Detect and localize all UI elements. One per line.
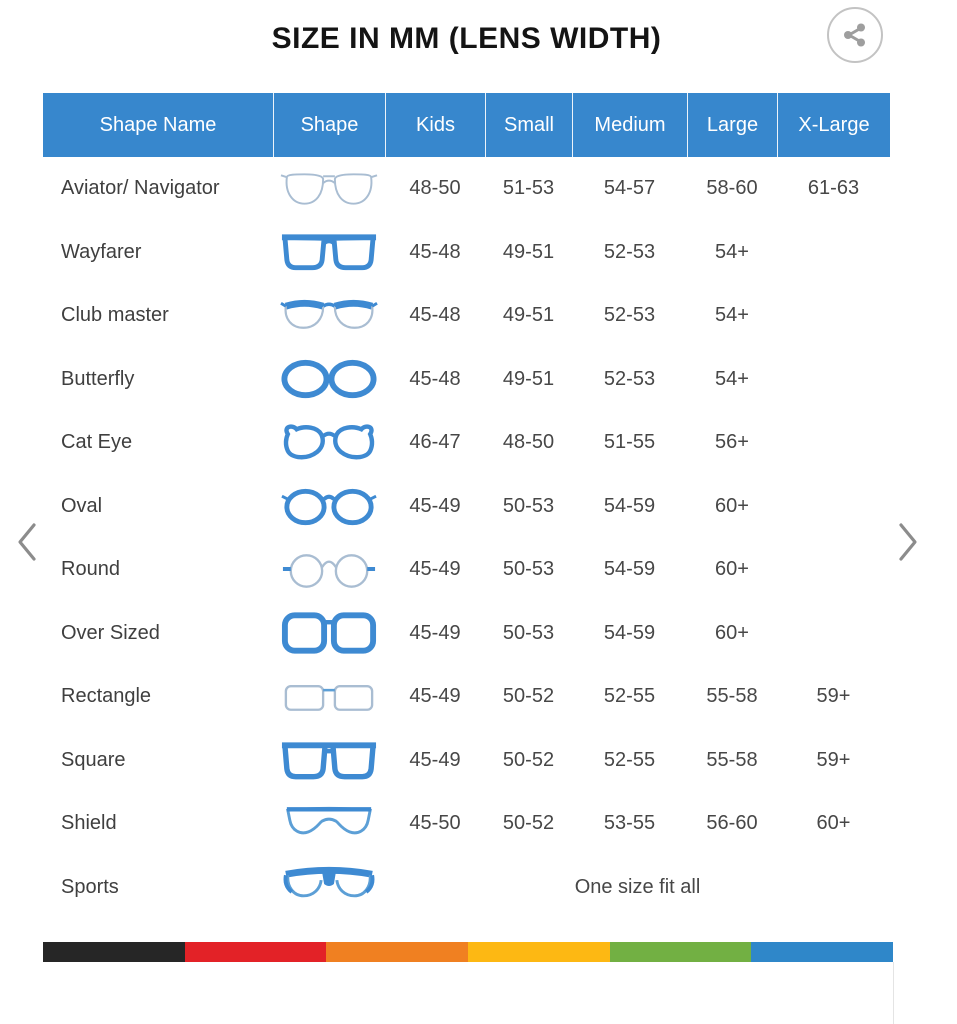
oval-glasses-icon	[273, 481, 385, 531]
size-value: 59+	[816, 748, 851, 771]
square-glasses-icon	[273, 735, 385, 785]
size-value: 45-49	[409, 685, 461, 708]
size-value: 54-59	[603, 494, 656, 517]
shape-name-label: Sports	[61, 875, 119, 898]
size-value: 51-55	[603, 431, 656, 454]
chevron-left-icon	[15, 521, 39, 563]
size-value: 60+	[715, 621, 749, 644]
shape-name-label: Aviator/ Navigator	[61, 177, 220, 200]
size-value: 45-49	[409, 748, 461, 771]
size-value: 45-50	[409, 812, 461, 835]
table-row	[43, 856, 890, 920]
column-header-medium: Medium	[572, 93, 687, 157]
size-value: 45-49	[409, 621, 461, 644]
carousel-prev-button[interactable]	[12, 519, 42, 565]
table-row	[43, 221, 890, 285]
size-value: 56-60	[706, 812, 758, 835]
size-value: 49-51	[502, 367, 555, 390]
column-header-large: Large	[687, 93, 777, 157]
clubmaster-glasses-icon	[273, 291, 385, 341]
column-header-small: Small	[485, 93, 572, 157]
carousel-next-button[interactable]	[893, 519, 923, 565]
size-value: 55-58	[706, 748, 758, 771]
size-value: 45-49	[409, 494, 461, 517]
size-value: 50-53	[502, 558, 555, 581]
size-value: 50-52	[502, 685, 555, 708]
column-header-shape: Shape	[273, 93, 385, 157]
size-value: 60+	[715, 494, 749, 517]
shape-name-label: Club master	[61, 304, 169, 327]
size-value: 52-53	[603, 304, 656, 327]
stripe-segment	[326, 942, 468, 962]
rectangle-glasses-icon	[273, 672, 385, 722]
table-row	[43, 665, 890, 729]
size-value: 45-49	[409, 558, 461, 581]
size-value: 61-63	[807, 177, 860, 200]
size-value: 58-60	[706, 177, 758, 200]
table-header-row	[43, 93, 890, 157]
stripe-segment	[610, 942, 752, 962]
stripe-segment	[43, 942, 185, 962]
size-value: 60+	[715, 558, 749, 581]
aviator-glasses-icon	[273, 164, 385, 214]
size-value: 52-53	[603, 367, 656, 390]
table-row	[43, 538, 890, 602]
size-value: 54+	[715, 367, 749, 390]
table-row	[43, 475, 890, 539]
size-value: 52-55	[603, 685, 656, 708]
column-header-kids: Kids	[385, 93, 485, 157]
page-title: SIZE IN MM (LENS WIDTH)	[271, 22, 662, 55]
size-value: 53-55	[603, 812, 656, 835]
size-value: 59+	[816, 685, 851, 708]
oversized-glasses-icon	[273, 608, 385, 658]
shape-name-label: Cat Eye	[61, 431, 133, 454]
color-stripe	[43, 942, 893, 962]
size-value: 50-52	[502, 812, 555, 835]
size-value: 49-51	[502, 304, 555, 327]
size-value: 55-58	[706, 685, 758, 708]
stripe-segment	[751, 942, 893, 962]
size-value: 45-48	[409, 240, 461, 263]
sports-glasses-icon	[273, 862, 385, 912]
wayfarer-glasses-icon	[273, 227, 385, 277]
size-value: 54+	[715, 304, 749, 327]
table-row	[43, 157, 890, 221]
size-value: 51-53	[502, 177, 555, 200]
table-row	[43, 729, 890, 793]
shape-name-label: Wayfarer	[61, 240, 142, 263]
size-value: 52-53	[603, 240, 656, 263]
column-header-shape-name: Shape Name	[99, 113, 217, 136]
size-value: 49-51	[502, 240, 555, 263]
size-value: 56+	[715, 431, 749, 454]
share-icon	[840, 20, 870, 50]
slide-edge-divider	[893, 962, 894, 1024]
size-value: 54+	[715, 240, 749, 263]
butterfly-glasses-icon	[273, 354, 385, 404]
table-row	[43, 411, 890, 475]
cateye-glasses-icon	[273, 418, 385, 468]
shape-name-label: Butterfly	[61, 367, 135, 390]
size-value: 45-48	[409, 367, 461, 390]
size-value: 46-47	[409, 431, 461, 454]
size-table-body	[43, 157, 890, 919]
size-value: 50-53	[502, 621, 555, 644]
table-row	[43, 348, 890, 412]
size-value: 54-57	[603, 177, 656, 200]
size-value: 54-59	[603, 621, 656, 644]
size-value: 48-50	[502, 431, 555, 454]
stripe-segment	[185, 942, 327, 962]
shape-name-label: Rectangle	[61, 685, 152, 708]
table-row	[43, 602, 890, 666]
size-value: 45-48	[409, 304, 461, 327]
table-row	[43, 284, 890, 348]
size-value: 52-55	[603, 748, 656, 771]
size-value: 50-53	[502, 494, 555, 517]
shape-name-label: Over Sized	[61, 621, 160, 644]
column-header-x-large: X-Large	[777, 93, 890, 157]
one-size-label: One size fit all	[574, 875, 701, 898]
table-row	[43, 792, 890, 856]
shield-glasses-icon	[273, 799, 385, 849]
chevron-right-icon	[896, 521, 920, 563]
size-value: 60+	[816, 812, 851, 835]
shape-name-label: Round	[61, 558, 120, 581]
round-glasses-icon	[273, 545, 385, 595]
shape-name-label: Shield	[61, 812, 117, 835]
stripe-segment	[468, 942, 610, 962]
size-value: 50-52	[502, 748, 555, 771]
shape-name-label: Square	[61, 748, 126, 771]
size-value: 54-59	[603, 558, 656, 581]
share-button[interactable]	[827, 7, 883, 63]
shape-name-label: Oval	[61, 494, 103, 517]
size-value: 48-50	[409, 177, 461, 200]
